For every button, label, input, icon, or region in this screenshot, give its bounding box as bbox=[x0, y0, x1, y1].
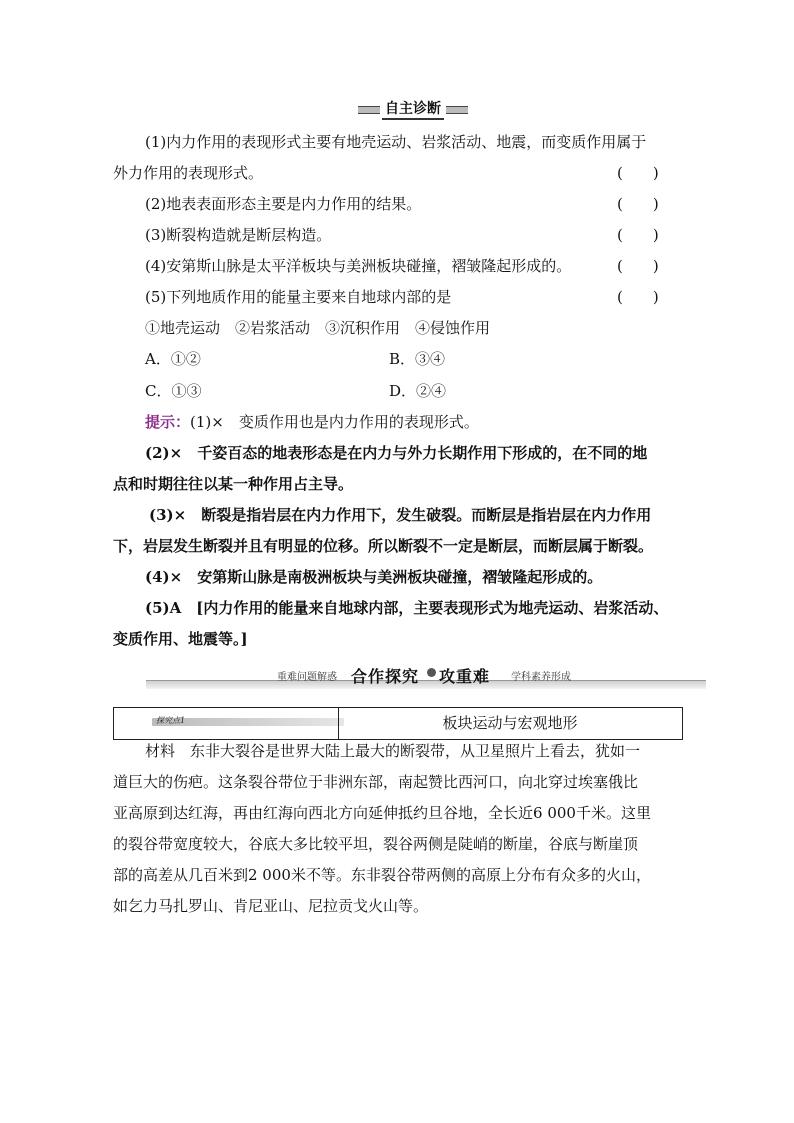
explore-title: 板块运动与宏观地形 bbox=[442, 714, 578, 732]
material-line-1: 材料 东非大裂谷是世界大陆上最大的断裂带，从卫星照片上看去，犹如一 bbox=[145, 742, 641, 760]
answer-1-row bbox=[145, 411, 479, 433]
question-5-answer-blank: ( ) bbox=[617, 288, 659, 306]
answer-3-line-2: 下，岩层发生断裂并且有明显的位移。所以断裂不一定是断层，而断层属于断裂。 bbox=[113, 537, 654, 555]
material-line-4: 的裂谷带宽度较大，谷底大多比较平坦，裂谷两侧是陡峭的断崖，谷底与断崖顶 bbox=[113, 835, 639, 853]
answer-2-line-1: (2)× 千姿百态的地表形态是在内力与外力长期作用下形成的，在不同的地 bbox=[145, 444, 648, 462]
explore-point-table bbox=[113, 707, 683, 740]
hint-label: 提示： bbox=[145, 413, 191, 431]
banner-title-part-2: 攻重难 bbox=[439, 667, 491, 686]
question-2-answer-blank: ( ) bbox=[617, 195, 659, 213]
explore-tag-label: 探究点1 bbox=[156, 716, 186, 725]
answer-4: (4)× 安第斯山脉是南极洲板块与美洲板块碰撞，褶皱隆起形成的。 bbox=[145, 568, 603, 586]
option-a: A．①② bbox=[145, 350, 201, 368]
answer-1: (1)× 变质作用也是内力作用的表现形式。 bbox=[190, 413, 479, 431]
answer-5-line-2: 变质作用、地震等。] bbox=[113, 630, 248, 648]
banner-separator-icon bbox=[427, 668, 436, 677]
question-5-items: ①地壳运动 ②岩浆活动 ③沉积作用 ④侵蚀作用 bbox=[145, 319, 491, 337]
material-line-3: 亚高原到达红海，再由红海向西北方向延伸抵约旦谷地，全长近6 000千米。这里 bbox=[113, 804, 651, 822]
section-header-self-diagnosis bbox=[358, 100, 468, 118]
option-c: C．①③ bbox=[145, 382, 202, 400]
material-line-6: 如乞力马扎罗山、肯尼亚山、尼拉贡戈火山等。 bbox=[113, 897, 429, 915]
material-line-2: 道巨大的伤疤。这条裂谷带位于非洲东部，南起赞比西河口，向北穿过埃塞俄比 bbox=[113, 773, 639, 791]
banner-left-caption: 重难问题解惑 bbox=[277, 672, 337, 683]
section-header-title: 自主诊断 bbox=[382, 100, 444, 120]
question-2: (2)地表表面形态主要是内力作用的结果。 bbox=[145, 195, 422, 213]
banner-title-part-1: 合作探究 bbox=[351, 667, 420, 686]
option-b: B．③④ bbox=[389, 350, 446, 368]
banner-shade bbox=[146, 680, 706, 689]
answer-2-line-2: 点和时期往往以某一种作用占主导。 bbox=[113, 475, 354, 493]
question-1-line-1: (1)内力作用的表现形式主要有地壳运动、岩浆活动、地震，而变质作用属于 bbox=[145, 133, 647, 151]
cooperative-inquiry-banner bbox=[146, 664, 706, 690]
question-3: (3)断裂构造就是断层构造。 bbox=[145, 226, 332, 244]
option-d: D．②④ bbox=[389, 382, 447, 400]
material-line-5: 部的高差从几百米到2 000米不等。东非裂谷带两侧的高原上分布有众多的火山， bbox=[113, 866, 651, 884]
answer-5-line-1: (5)A [内力作用的能量来自地球内部，主要表现形式为地壳运动、岩浆活动、 bbox=[145, 599, 669, 617]
question-4-answer-blank: ( ) bbox=[617, 257, 659, 275]
question-3-answer-blank: ( ) bbox=[617, 226, 659, 244]
answer-3-line-1: (3)× 断裂是指岩层在内力作用下，发生破裂。而断层是指岩层在内力作用 bbox=[149, 506, 652, 524]
question-1-line-2: 外力作用的表现形式。 bbox=[113, 164, 264, 182]
header-right-bar bbox=[446, 106, 468, 114]
question-5: (5)下列地质作用的能量主要来自地球内部的是 bbox=[145, 288, 452, 306]
question-4: (4)安第斯山脉是太平洋板块与美洲板块碰撞，褶皱隆起形成的。 bbox=[145, 257, 572, 275]
question-1-answer-blank: ( ) bbox=[617, 164, 659, 182]
banner-right-caption: 学科素养形成 bbox=[511, 672, 571, 683]
header-left-bar bbox=[358, 106, 380, 114]
